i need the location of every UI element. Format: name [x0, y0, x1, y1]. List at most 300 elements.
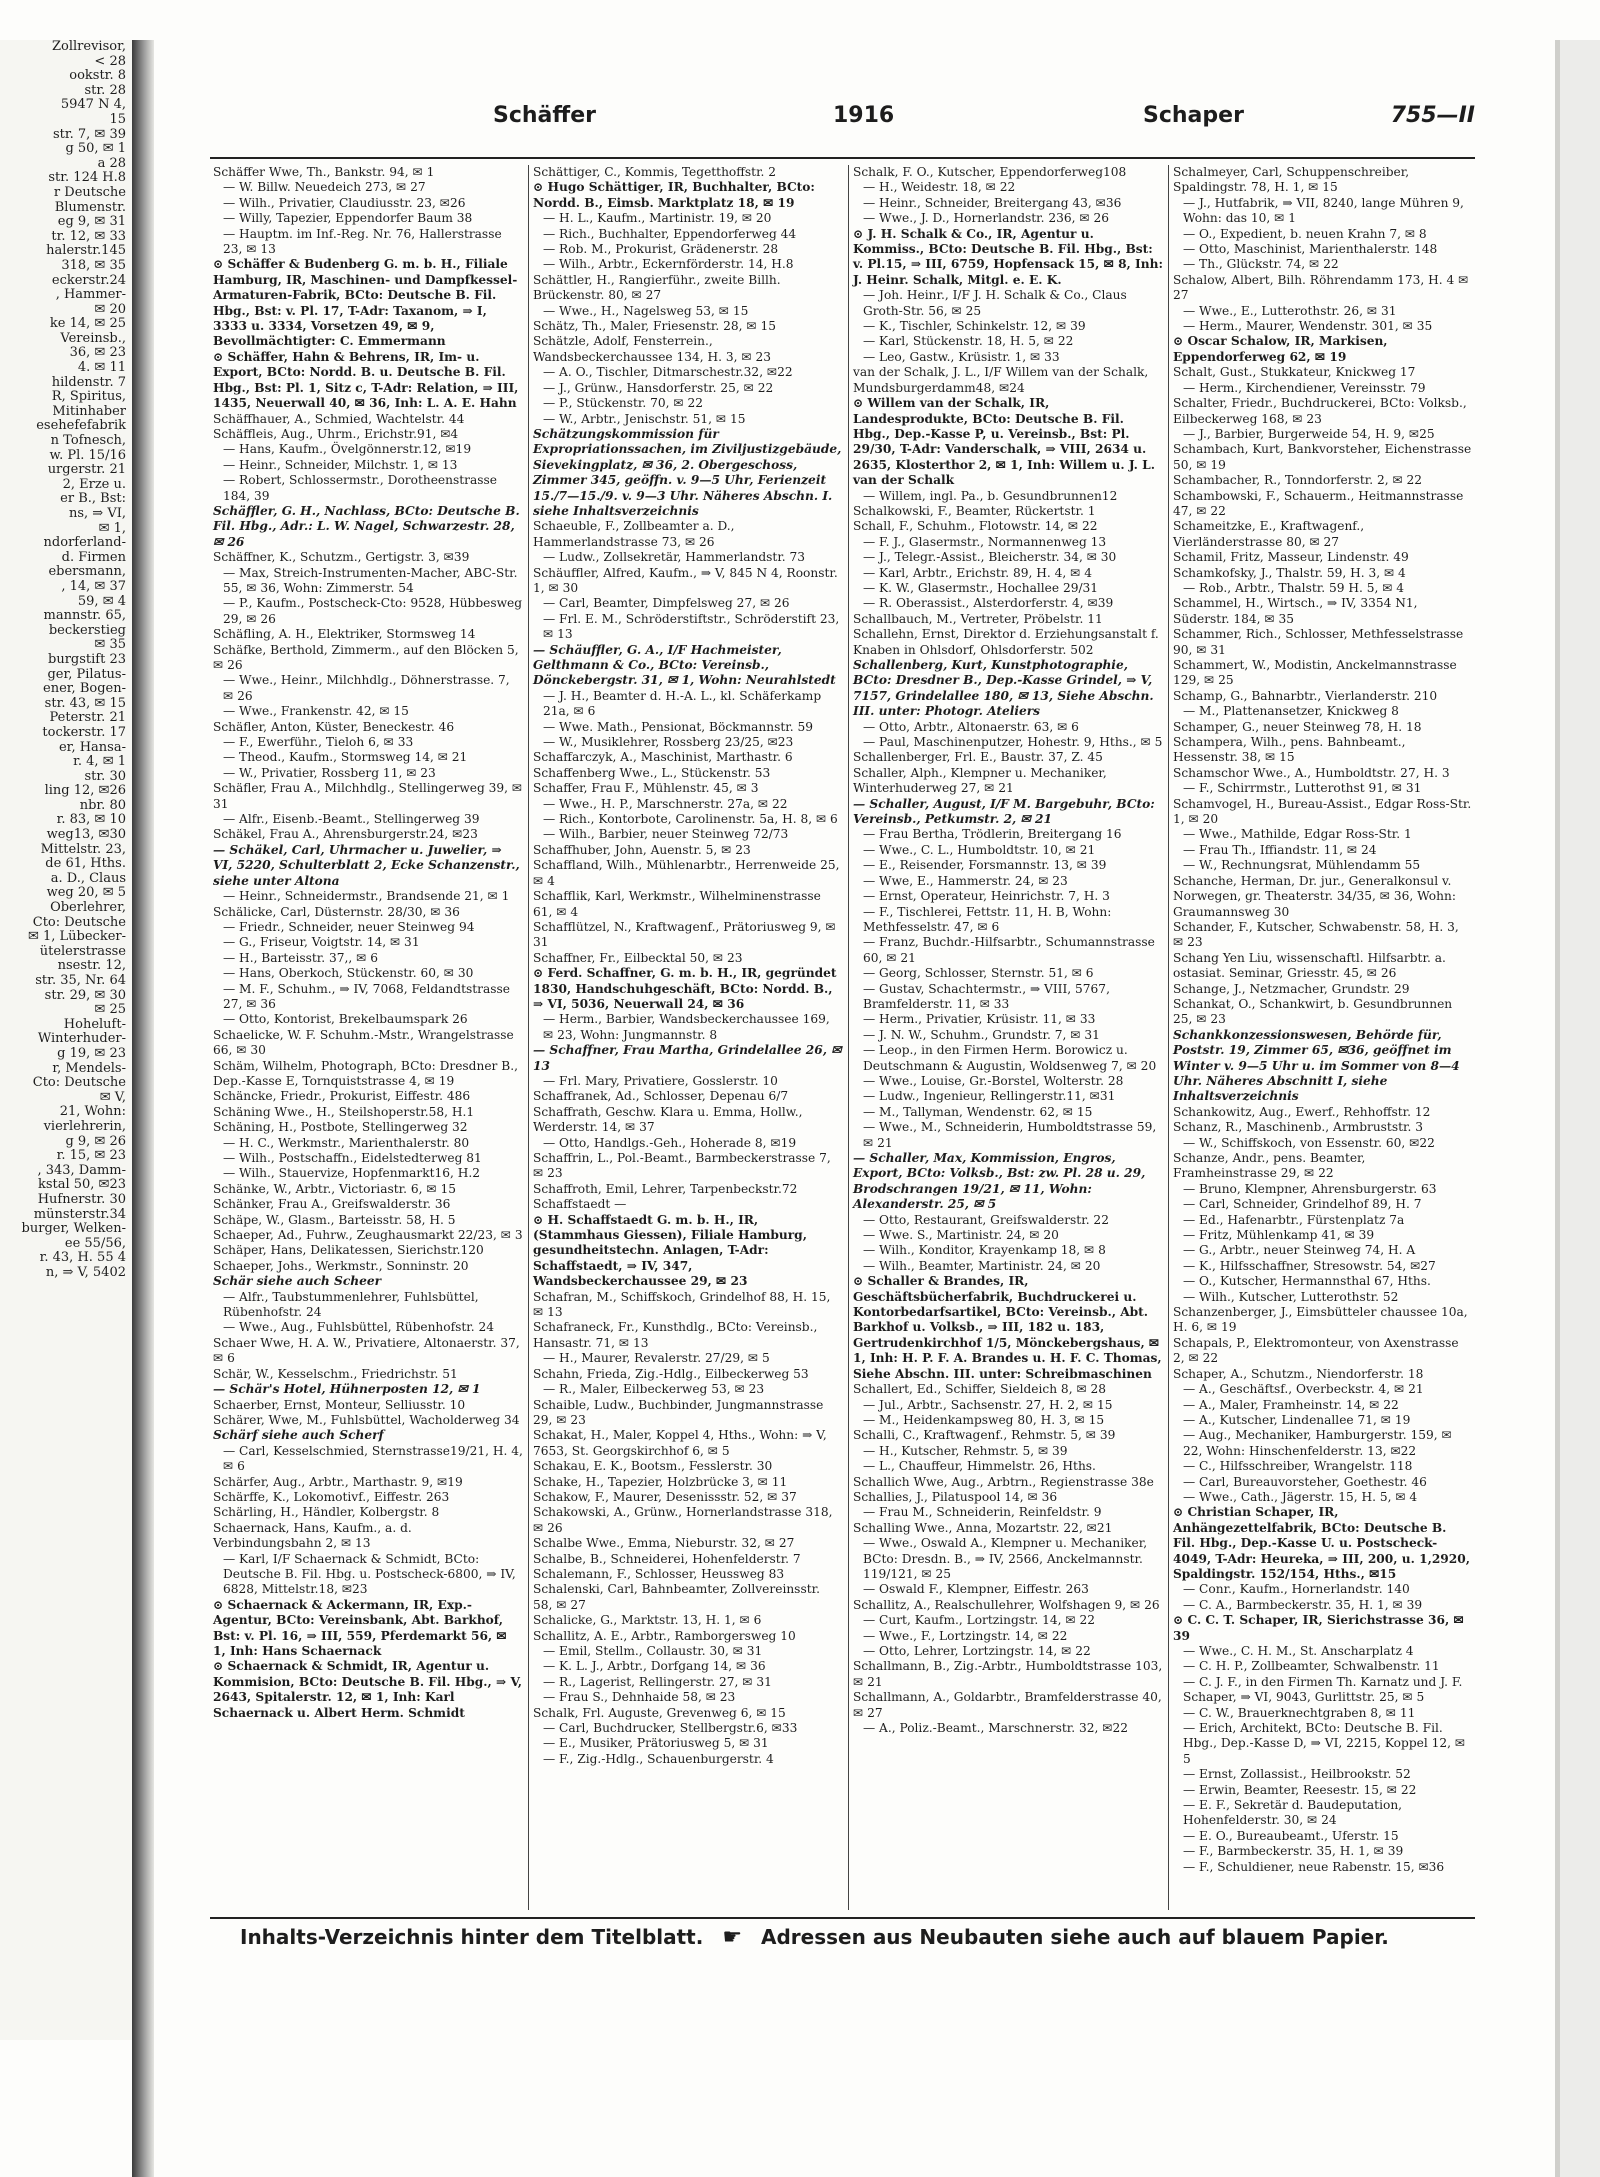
left-page-line: de 61, Hths.	[45, 856, 126, 872]
directory-entry: — F., Schuldiener, neue Rabenstr. 15, ✉36	[1183, 1859, 1445, 1874]
book-gutter	[132, 40, 154, 2177]
directory-entry: — Jul., Arbtr., Sachsenstr. 27, H. 2, ✉ 15	[863, 1397, 1113, 1412]
directory-entry: — Georg, Schlosser, Sternstr. 51, ✉ 6	[863, 966, 1094, 981]
directory-entry: Schallies, J., Pilatuspool 14, ✉ 36	[853, 1489, 1058, 1504]
left-page-line: 5947 N 4,	[60, 97, 126, 113]
left-page-line: tr. 12, ✉ 33	[51, 228, 126, 244]
directory-entry: Schätz, Th., Maler, Friesenstr. 28, ✉ 15	[533, 319, 776, 334]
directory-entry: Schallitz, A. E., Arbtr., Ramborgersweg 10	[533, 1628, 796, 1643]
directory-entry: Schanze, Andr., pens. Beamter, Framheinstrasse 29, ✉ 22	[1173, 1151, 1366, 1181]
directory-entry: Schallitz, A., Realschullehrer, Wolfshagen 9, ✉ 26	[853, 1597, 1160, 1612]
directory-entry: ⊙ Schaernack & Ackermann, IR, Exp.-Agentur, BCto: Vereinsbank, Abt. Barkhof, Bst: v. Pl. 16, ⇒ III, 559, Pferdemarkt 56, ✉ 1, Inh: Hans Schaernack	[213, 1597, 507, 1658]
left-page-line: Vereinsb.,	[60, 330, 126, 346]
directory-entry: — J., Telegr.-Assist., Bleicherstr. 34, ✉ 30	[863, 550, 1117, 565]
left-page-line: Winterhuder-	[37, 1031, 126, 1047]
directory-entry: Schalicke, G., Marktstr. 13, H. 1, ✉ 6	[533, 1613, 762, 1628]
directory-entry: Schäffner, K., Schutzm., Gertigstr. 3, ✉39	[213, 550, 470, 565]
directory-entry: — Herm., Privatier, Krüsistr. 11, ✉ 33	[863, 1012, 1096, 1027]
directory-entry: — M., Tallyman, Wendenstr. 62, ✉ 15	[863, 1104, 1093, 1119]
directory-entry: — J., Barbier, Burgerweide 54, H. 9, ✉25	[1183, 426, 1435, 441]
directory-entry: Schamschor Wwe., A., Humboldtstr. 27, H. 3	[1173, 765, 1450, 780]
directory-entry: — Curt, Kaufm., Lortzingstr. 14, ✉ 22	[863, 1613, 1095, 1628]
directory-entry: — A. O., Tischler, Ditmarschestr.32, ✉22	[543, 365, 793, 380]
left-page-line: w. Pl. 15/16	[49, 447, 126, 463]
directory-entry: Schamkofsky, J., Thalstr. 59, H. 3, ✉ 4	[1173, 565, 1406, 580]
directory-entry: — M. F., Schuhm., ⇒ IV, 7068, Feldandtstrasse 27, ✉ 36	[223, 981, 510, 1011]
directory-entry: Schankat, O., Schankwirt, b. Gesundbrunnen 25, ✉ 23	[1173, 996, 1453, 1027]
directory-entry: — Wwe. S., Martinistr. 24, ✉ 20	[863, 1228, 1059, 1243]
directory-entry: Schallehn, Ernst, Direktor d. Erziehungsanstalt f. Knaben in Ohlsdorf, Ohlsdorferstr. 502	[853, 627, 1159, 657]
directory-entry: — Carl, Bureauvorsteher, Goethestr. 46	[1183, 1474, 1427, 1489]
pointing-hand-icon: ☛	[722, 1925, 743, 1950]
left-page-line: Oberlehrer,	[50, 900, 126, 916]
directory-entry: Schalenski, Carl, Bahnbeamter, Zollvereinsstr. 58, ✉ 27	[533, 1582, 820, 1612]
page-header	[210, 103, 1475, 139]
directory-entry: Schamper, G., neuer Steinweg 78, H. 18	[1173, 719, 1422, 734]
left-page-line: g 9, ✉ 26	[65, 1133, 126, 1149]
header-year: 1916	[833, 103, 895, 128]
directory-entry: — W., Schiffskoch, von Essenstr. 60, ✉22	[1183, 1135, 1435, 1150]
left-page-line: r. 4, ✉ 1	[73, 754, 126, 770]
left-page-line: ener, Bogen-	[43, 681, 126, 697]
left-page-line: a 28	[97, 155, 126, 171]
left-page-line: ✉ 20	[94, 301, 126, 317]
directory-entry: Schättiger, C., Kommis, Tegetthoffstr. 2	[533, 165, 777, 179]
directory-entry: — C. W., Brauerknechtgraben 8, ✉ 11	[1183, 1705, 1416, 1720]
directory-entry: Schärffe, K., Lokomotivf., Eiffestr. 263	[213, 1489, 450, 1504]
left-page-line: r. 43, H. 55 4	[39, 1250, 126, 1266]
directory-entry: Schätzle, Adolf, Fensterrein., Wandsbeckerchaussee 134, H. 3, ✉ 23	[533, 334, 771, 364]
directory-entry: — Wilh., Barbier, neuer Steinweg 72/73	[543, 827, 789, 842]
left-page-line: beckerstieg	[48, 622, 126, 638]
directory-entry: Schalk, F. O., Kutscher, Eppendorferweg108	[853, 165, 1127, 179]
directory-entry: — Herm., Maurer, Wendenstr. 301, ✉ 35	[1183, 319, 1433, 334]
directory-entry: ⊙ Schäffer & Budenberg G. m. b. H., Filiale Hamburg, IR, Maschinen- und Dampfkessel-Armaturen-Fabrik, BCto: Deutsche B. Fil. Hbg., Bst: v. Pl. 17, T-Adr: Taxanom, ⇒ I, 3333 u. 3334, Vorsetzen 49, ✉ 9, Bevollmächtigter: C. Emmermann	[213, 257, 518, 349]
directory-entry: Schäffleis, Aug., Uhrm., Erichstr.91, ✉4	[213, 426, 459, 441]
left-page-line: eg 9, ✉ 31	[57, 214, 126, 230]
page-footer	[240, 1925, 1389, 1950]
directory-entry: — Franz, Buchdr.-Hilfsarbtr., Schumannstrasse 60, ✉ 21	[863, 935, 1155, 965]
directory-entry: Schäpe, W., Glasm., Barteisstr. 58, H. 5	[213, 1212, 456, 1227]
directory-entry: — Frl. E. M., Schröderstiftstr., Schröderstift 23, ✉ 13	[543, 611, 840, 642]
left-page-line: Peterstr. 21	[49, 710, 126, 726]
left-page-line: ookstr. 8	[69, 68, 126, 84]
header-right-keyword: Schaper	[1143, 103, 1244, 128]
directory-entry: — Schär's Hotel, Hühnerposten 12, ✉ 1	[213, 1382, 481, 1397]
left-page-line: ✉ 35	[94, 637, 126, 653]
directory-entry: Schaffrath, Geschw. Klara u. Emma, Hollw., Werderstr. 14, ✉ 37	[533, 1104, 803, 1135]
directory-entry: — R., Maler, Eilbeckerweg 53, ✉ 23	[543, 1382, 765, 1397]
directory-entry: Schammer, Rich., Schlosser, Methfesselstrasse 90, ✉ 31	[1173, 627, 1464, 657]
directory-entry: — F., Zig.-Hdlg., Schauenburgerstr. 4	[543, 1751, 774, 1766]
directory-entry: — Schäuffler, G. A., I/F Hachmeister, Gelthmann & Co., BCto: Vereinsb., Dönckebergstr. 31, ✉ 1, Wohn: Neurahlstedt	[533, 642, 836, 688]
directory-entry: Schalmeyer, Carl, Schuppenschreiber, Spaldingstr. 78, H. 1, ✉ 15	[1173, 165, 1410, 195]
directory-entry: — Willy, Tapezier, Eppendorfer Baum 38	[223, 211, 473, 226]
directory-entry: — M., Heidenkampsweg 80, H. 3, ✉ 15	[863, 1412, 1105, 1427]
directory-entry: Schakat, H., Maler, Koppel 4, Hths., Wohn: ⇒ V, 7653, St. Georgskirchhof 6, ✉ 5	[533, 1428, 827, 1458]
directory-entry: — K., Tischler, Schinkelstr. 12, ✉ 39	[863, 319, 1086, 334]
directory-entry: — J., Grünw., Hansdorferstr. 25, ✉ 22	[543, 380, 774, 395]
directory-entry: ⊙ Willem van der Schalk, IR, Landesprodukte, BCto: Deutsche B. Fil. Hbg., Dep.-Kasse P, u. Vereinsb., Bst: Pl. 29/30, T-Adr: Vanderschalk, ⇒ VIII, 2634 u. 2635, Klosterthor 2, ✉ 1, Inh: Willem u. J. L. van der Schalk	[853, 396, 1155, 488]
directory-entry: Schang Yen Liu, wissenschaftl. Hilfsarbtr. a. ostasiat. Seminar, Griesstr. 45, ✉ 26	[1173, 950, 1446, 981]
directory-entry: Schärling, H., Händler, Kolbergstr. 8	[213, 1505, 440, 1520]
directory-entry: — Schäkel, Carl, Uhrmacher u. Juwelier, ⇒ VI, 5220, Schulterblatt 2, Ecke Schanzenstr., siehe unter Altona	[213, 842, 520, 888]
directory-entry: Schaper, A., Schutzm., Niendorferstr. 18	[1173, 1366, 1424, 1381]
left-page-line: nsestr. 12,	[57, 958, 126, 974]
left-page-line: vierlehrerin,	[43, 1118, 126, 1134]
directory-entry: — Schaller, August, I/F M. Bargebuhr, BCto: Vereinsb., Petkumstr. 2, ✉ 21	[853, 796, 1155, 827]
directory-entry: Schaeper, Ad., Fuhrw., Zeughausmarkt 22/23, ✉ 3	[213, 1228, 523, 1243]
left-page-line: ndorferland-	[43, 535, 126, 551]
directory-entry: Schamp, G., Bahnarbtr., Vierlanderstr. 210	[1173, 688, 1438, 703]
left-page-line: tockerstr. 17	[42, 724, 126, 740]
left-page-line: halerstr.145	[46, 243, 126, 259]
directory-entry: — F., Barmbeckerstr. 35, H. 1, ✉ 39	[1183, 1844, 1404, 1859]
directory-entry: Schambacher, R., Tonndorferstr. 2, ✉ 22	[1173, 473, 1423, 488]
directory-entry: — Wwe., H. P., Marschnerstr. 27a, ✉ 22	[543, 796, 788, 811]
directory-entry: — F., Schirrmstr., Lutterothst 91, ✉ 31	[1183, 781, 1422, 796]
directory-entry: Schammert, W., Modistin, Anckelmannstrasse 129, ✉ 25	[1173, 658, 1457, 688]
left-page-line: g 19, ✉ 23	[57, 1045, 126, 1061]
directory-entry: ⊙ Schäffer, Hahn & Behrens, IR, Im- u. Export, BCto: Nordd. B. u. Deutsche B. Fil. Hbg., Bst: Pl. 1, Sitz c, T-Adr: Relation, ⇒ III, 1435, Neuerwall 40, ✉ 36, Inh: L. A. E. Hahn	[213, 349, 519, 411]
directory-entry: — Ludw., Zollsekretär, Hammerlandstr. 73	[543, 550, 806, 565]
directory-entry: ⊙ H. Schaffstaedt G. m. b. H., IR, (Stammhaus Giessen), Filiale Hamburg, gesundheitstechn. Anlagen, T-Adr: Schaffstaedt, ⇒ IV, 347, Wandsbeckerchaussee 29, ✉ 23	[533, 1212, 807, 1289]
directory-entry: — Wwe, E., Hammerstr. 24, ✉ 23	[863, 873, 1068, 888]
directory-entry: — Rob., Arbtr., Thalstr. 59 H. 5, ✉ 4	[1183, 580, 1405, 595]
directory-entry: — Schaller, Max, Kommission, Engros, Export, BCto: Volksb., Bst: zw. Pl. 28 u. 29, Brodschrangen 19/21, ✉ 11, Wohn: Alexanderstr. 25, ✉ 5	[853, 1151, 1146, 1212]
directory-entry: Schallert, Ed., Schiffer, Sieldeich 8, ✉ 28	[853, 1382, 1107, 1397]
directory-entry: — W. Billw. Neuedeich 273, ✉ 27	[223, 180, 426, 195]
left-page-line: nbr. 80	[79, 797, 126, 813]
directory-entry: — Karl, Stückenstr. 18, H. 5, ✉ 22	[863, 334, 1074, 349]
footer-index-note: Inhalts-Verzeichnis hinter dem Titelblatt.	[240, 1925, 704, 1949]
directory-entry: Schalling Wwe., Anna, Mozartstr. 22, ✉21	[853, 1520, 1113, 1535]
directory-entry: — J. H., Beamter d. H.-A. L., kl. Schäferkamp 21a, ✉ 6	[543, 688, 822, 719]
directory-entry: — Emil, Stellm., Collaustr. 30, ✉ 31	[543, 1644, 763, 1658]
directory-entry: — Ernst, Operateur, Heinrichstr. 7, H. 3	[863, 889, 1110, 904]
left-page-line: kstal 50, ✉23	[37, 1177, 126, 1193]
directory-entry: Schambach, Kurt, Bankvorsteher, Eichenstrasse 50, ✉ 19	[1173, 442, 1472, 472]
directory-entry: — Carl, Kesselschmied, Sternstrasse19/21, H. 4, ✉ 6	[223, 1443, 523, 1474]
directory-entry: Schaffarczyk, A., Maschinist, Marthastr. 6	[533, 750, 793, 765]
directory-entry: — Schaffner, Frau Martha, Grindelallee 26, ✉ 13	[533, 1043, 842, 1073]
directory-entry: — Leop., in den Firmen Herm. Borowicz u. Deutschmann & Augustin, Woldsenweg 7, ✉ 20	[863, 1043, 1157, 1073]
left-page-line: eckerstr.24	[51, 272, 126, 288]
directory-entry: — H., Maurer, Revalerstr. 27/29, ✉ 5	[543, 1351, 770, 1366]
directory-entry: Schake, H., Tapezier, Holzbrücke 3, ✉ 11	[533, 1474, 788, 1489]
directory-entry: Schaffranek, Ad., Schlosser, Depenau 6/7	[533, 1089, 789, 1104]
column-4	[1170, 165, 1475, 1910]
directory-entry: — Wwe., Louise, Gr.-Borstel, Wolterstr. 28	[863, 1073, 1124, 1088]
left-page-line: 15	[109, 111, 126, 127]
directory-entry: — Wwe., Heinr., Milchhdlg., Döhnerstrasse. 7, ✉ 26	[223, 673, 510, 703]
directory-entry: — Hans, Kaufm., Övelgönnerstr.12, ✉19	[223, 442, 472, 457]
directory-entry: — W., Rechnungsrat, Mühlendamm 55	[1183, 858, 1421, 873]
directory-entry: — Wwe., H., Nagelsweg 53, ✉ 15	[543, 303, 749, 318]
directory-entry: — Oswald F., Klempner, Eiffestr. 263	[863, 1582, 1089, 1597]
directory-entry: Schäm, Wilhelm, Photograph, BCto: Dresdner B., Dep.-Kasse E, Tornquiststrasse 4, ✉ 19	[213, 1058, 518, 1088]
directory-entry: — L., Chauffeur, Himmelstr. 26, Hths.	[863, 1459, 1096, 1474]
left-page-line: , Hammer-	[55, 287, 126, 303]
directory-entry: ⊙ Schaernack & Schmidt, IR, Agentur u. Kommision, BCto: Deutsche B. Fil. Hbg., ⇒ V, 2643, Spitalerstr. 12, ✉ 1, Inh: Karl Schaernack u. Albert Herm. Schmidt	[213, 1659, 523, 1720]
directory-entry: Schalter, Friedr., Buchdruckerei, BCto: Volksb., Eilbeckerweg 168, ✉ 23	[1173, 396, 1467, 426]
directory-entry: Schameitzke, E., Kraftwagenf., Vierländerstrasse 80, ✉ 27	[1173, 519, 1365, 549]
directory-entry: Schafraneck, Fr., Kunsthdlg., BCto: Vereinsb., Hansastr. 71, ✉ 13	[533, 1320, 818, 1350]
directory-entry: — Bruno, Klempner, Ahrensburgerstr. 63	[1183, 1181, 1437, 1196]
directory-entry: Schalemann, F., Schlosser, Heussweg 83	[533, 1566, 785, 1581]
directory-entry: Schafflik, Karl, Werkmstr., Wilhelminenstrasse 61, ✉ 4	[533, 889, 821, 919]
directory-entry: Schallenberger, Frl. E., Baustr. 37, Z. 45	[853, 750, 1103, 765]
left-page-line: r. 83, ✉ 10	[56, 812, 126, 828]
directory-entry: Schallich Wwe, Aug., Arbtrn., Regienstrasse 38e	[853, 1474, 1154, 1489]
directory-entry: Schäper, Hans, Delikatessen, Sierichstr.120	[213, 1243, 484, 1258]
directory-entry: Schakow, F., Maurer, Desenissstr. 52, ✉ 37	[533, 1489, 797, 1504]
directory-entry: — F., Ewerführ., Tieloh 6, ✉ 33	[223, 735, 414, 750]
column-1	[210, 165, 526, 1910]
directory-entry: — Karl, Arbtr., Erichstr. 89, H. 4, ✉ 4	[863, 565, 1092, 580]
directory-entry: — G., Friseur, Voigtstr. 14, ✉ 31	[223, 935, 420, 950]
left-page-line: ke 14, ✉ 25	[49, 316, 126, 332]
left-page-line: r. 15, ✉ 23	[56, 1148, 126, 1164]
left-page-line: n, ⇒ V, 5402	[45, 1264, 126, 1280]
directory-entry: Schafran, M., Schiffskoch, Grindelhof 88, H. 15, ✉ 13	[533, 1289, 831, 1320]
directory-entry: — K., Hilfsschaffner, Stresowstr. 54, ✉27	[1183, 1258, 1436, 1273]
directory-entry: — C. J. F., in den Firmen Th. Karnatz und J. F. Schaper, ⇒ VI, 9043, Gurlittstr. 25, ✉ 5	[1183, 1674, 1463, 1705]
left-page-line: Zollrevisor,	[51, 40, 126, 54]
left-page-line: str. 7, ✉ 39	[52, 126, 126, 142]
left-page-line: 318, ✉ 35	[61, 257, 126, 273]
directory-entry: Schänker, Frau A., Greifswalderstr. 36	[213, 1197, 451, 1212]
directory-entry: Schäning Wwe., H., Steilshoperstr.58, H.1	[213, 1104, 475, 1119]
directory-entry: — Rich., Buchhalter, Eppendorferweg 44	[543, 226, 797, 241]
directory-entry: — C., Hilfsschreiber, Wrangelstr. 118	[1183, 1459, 1413, 1474]
directory-entry: — W., Musiklehrer, Rossberg 23/25, ✉23	[543, 735, 794, 750]
directory-entry: — Wwe., Cath., Jägerstr. 15, H. 5, ✉ 4	[1183, 1489, 1418, 1504]
left-page-line: er, Hansa-	[58, 739, 126, 755]
directory-entry: — Frau Bertha, Trödlerin, Breitergang 16	[863, 827, 1122, 842]
directory-entry: Schalbe Wwe., Emma, Nieburstr. 32, ✉ 27	[533, 1536, 795, 1551]
directory-entry: — Th., Glückstr. 74, ✉ 22	[1183, 257, 1339, 272]
page-number: 755—II	[1390, 103, 1475, 128]
directory-entry: — Robert, Schlossermstr., Dorotheenstrasse 184, 39	[223, 473, 497, 503]
directory-entry: — Hauptm. im Inf.-Reg. Nr. 76, Hallerstrasse 23, ✉ 13	[223, 226, 502, 257]
directory-entry: — Frau S., Dehnhaide 58, ✉ 23	[543, 1690, 736, 1705]
left-page-line: Blumenstr.	[54, 199, 126, 215]
directory-entry: Schäncke, Friedr., Prokurist, Eiffestr. 486	[213, 1089, 471, 1104]
directory-entry: — Heinr., Schneidermstr., Brandsende 21, ✉ 1	[223, 889, 510, 904]
directory-entry: — Aug., Mechaniker, Hamburgerstr. 159, ✉ 22, Wohn: Hinschenfelderstr. 13, ✉22	[1183, 1428, 1452, 1458]
directory-entry: Schallmann, A., Goldarbtr., Bramfelderstrasse 40, ✉ 27	[853, 1690, 1162, 1720]
directory-entry: — Willem, ingl. Pa., b. Gesundbrunnen12	[863, 488, 1118, 503]
left-page-line: str. 35, Nr. 64	[35, 973, 126, 988]
directory-entry: — Erich, Architekt, BCto: Deutsche B. Fil. Hbg., Dep.-Kasse D, ⇒ VI, 2215, Koppel 12, ✉ 5	[1183, 1721, 1466, 1766]
directory-entry: Schaffrin, L., Pol.-Beamt., Barmbeckerstrasse 7, ✉ 23	[533, 1151, 831, 1181]
directory-entry: Schallenberg, Kurt, Kunstphotographie, BCto: Dresdner B., Dep.-Kasse Grindel, ⇒ V, 7157, Grindelallee 180, ✉ 13, Siehe Abschn. III. unter: Photogr. Ateliers	[853, 658, 1154, 719]
directory-entry: Schanz, R., Maschinenb., Armbruststr. 3	[1173, 1120, 1423, 1135]
left-page-line: str. 29, ✉ 30	[44, 987, 126, 1003]
directory-entry: — Leo, Gastw., Krüsistr. 1, ✉ 33	[863, 349, 1060, 364]
directory-entry: — Alfr., Eisenb.-Beamt., Stellingerweg 39	[223, 812, 480, 827]
directory-entry: Schaffroth, Emil, Lehrer, Tarpenbeckstr.72	[533, 1181, 798, 1196]
left-page-line: burger, Welken-	[21, 1221, 126, 1237]
directory-entry: Schäffler, G. H., Nachlass, BCto: Deutsche B. Fil. Hbg., Adr.: L. W. Nagel, Schwarzestr. 28, ✉ 26	[213, 503, 520, 549]
directory-entry: — Wilh., Arbtr., Eckernförderstr. 14, H.8	[543, 257, 794, 272]
left-page-line: Mittelstr. 23,	[40, 841, 126, 857]
left-page-line: er B., Bst:	[60, 491, 126, 507]
directory-entry: Schäuffler, Alfred, Kaufm., ⇒ V, 845 N 4, Roonstr. 1, ✉ 30	[533, 565, 838, 595]
directory-entry: Schäkel, Frau A., Ahrensburgerstr.24, ✉23	[213, 827, 478, 842]
directory-entry: — Wwe., Aug., Fuhlsbüttel, Rübenhofstr. 24	[223, 1320, 495, 1335]
directory-entry: — Wilh., Beamter, Martinistr. 24, ✉ 20	[863, 1258, 1101, 1273]
directory-entry: — A., Poliz.-Beamt., Marschnerstr. 32, ✉22	[863, 1721, 1128, 1736]
directory-entry: — Rob. M., Prokurist, Grädenerstr. 28	[543, 242, 779, 257]
directory-entry: Schafflützel, N., Kraftwagenf., Prätoriusweg 9, ✉ 31	[533, 919, 836, 950]
column-2	[530, 165, 846, 1910]
directory-entry: — Carl, Buchdrucker, Stellbergstr.6, ✉33	[543, 1721, 798, 1736]
directory-entry: — Otto, Arbtr., Altonaerstr. 63, ✉ 6	[863, 719, 1079, 734]
left-page-line: ütelerstrasse	[39, 943, 126, 959]
left-page-line: ger, Pilatus-	[47, 666, 126, 682]
directory-entry: — H. L., Kaufm., Martinistr. 19, ✉ 20	[543, 211, 772, 226]
directory-entry: — W., Privatier, Rossberg 11, ✉ 23	[223, 765, 436, 780]
directory-entry: — Wwe., M., Schneiderin, Humboldtstrasse 59, ✉ 21	[863, 1120, 1157, 1150]
directory-page	[210, 95, 1475, 1990]
left-page-line: 2, Erze u.	[62, 476, 126, 492]
left-page-line: < 28	[94, 53, 126, 69]
directory-entry: — Heinr., Schneider, Breitergang 43, ✉36	[863, 195, 1122, 210]
directory-entry: Schättler, H., Rangierführ., zweite Billh. Brückenstr. 80, ✉ 27	[533, 272, 781, 303]
directory-entry: Schäning, H., Postbote, Stellingerweg 32	[213, 1120, 468, 1135]
directory-entry: ⊙ Oscar Schalow, IR, Markisen, Eppendorferweg 62, ✉ 19	[1173, 334, 1388, 364]
directory-entry: — Frl. Mary, Privatiere, Gosslerstr. 10	[543, 1073, 778, 1088]
directory-entry: Schankowitz, Aug., Ewerf., Rehhoffstr. 12	[1173, 1104, 1431, 1119]
directory-entry: Schaelicke, W. F. Schuhm.-Mstr., Wrangelstrasse 66, ✉ 30	[213, 1027, 514, 1058]
header-rule	[210, 157, 1475, 159]
directory-entry: — Ed., Hafenarbtr., Fürstenplatz 7a	[1183, 1212, 1405, 1227]
directory-entry: Schaffner, Fr., Eilbecktal 50, ✉ 23	[533, 950, 743, 965]
left-page-line: R, Spiritus,	[51, 389, 126, 405]
left-page-line: weg13, ✉30	[46, 827, 126, 843]
directory-entry: Schäffer Wwe, Th., Bankstr. 94, ✉ 1	[213, 165, 435, 179]
directory-entry: — H., Barteisstr. 37,, ✉ 6	[223, 950, 378, 965]
directory-entry: Schamvogel, H., Bureau-Assist., Edgar Ross-Str. 1, ✉ 20	[1173, 796, 1472, 827]
directory-entry: — H. C., Werkmstr., Marienthalerstr. 80	[223, 1135, 470, 1150]
left-page-line: , 14, ✉ 37	[61, 578, 126, 594]
directory-entry: — E. O., Bureaubeamt., Uferstr. 15	[1183, 1828, 1399, 1843]
left-page-line: Mitinhaber	[52, 403, 126, 419]
left-page-line: d. Firmen	[61, 549, 126, 565]
directory-entry: ⊙ C. C. T. Schaper, IR, Sierichstrasse 36, ✉ 39	[1173, 1613, 1464, 1643]
left-page-line: 36, ✉ 23	[69, 345, 126, 361]
left-page-line: Hufnerstr. 30	[37, 1191, 126, 1207]
directory-entry: Schälicke, Carl, Düsternstr. 28/30, ✉ 36	[213, 904, 460, 919]
directory-entry: — J. N. W., Schuhm., Grundstr. 7, ✉ 31	[863, 1027, 1100, 1042]
directory-entry: — Theod., Kaufm., Stormsweg 14, ✉ 21	[223, 750, 468, 765]
directory-entry: Schaible, Ludw., Buchbinder, Jungmannstrasse 29, ✉ 23	[533, 1397, 824, 1427]
directory-entry: Schär siehe auch Scheer	[213, 1274, 382, 1289]
directory-entry: — Otto, Restaurant, Greifswalderstr. 22	[863, 1212, 1109, 1227]
directory-entry: Schaffenberg Wwe., L., Stückenstr. 53	[533, 765, 771, 780]
directory-entry: — E., Reisender, Forsmannstr. 13, ✉ 39	[863, 858, 1107, 873]
directory-entry: — Wwe., C. H. M., St. Anscharplatz 4	[1183, 1644, 1414, 1658]
left-page-line: r Deutsche	[53, 184, 126, 200]
directory-entry: — Conr., Kaufm., Hornerlandstr. 140	[1183, 1582, 1410, 1597]
directory-entry: ⊙ Ferd. Schaffner, G. m. b. H., IR, gegründet 1830, Handschuhgeschäft, BCto: Nordd. B., ⇒ VI, 5036, Neuerwall 24, ✉ 36	[533, 966, 837, 1011]
directory-entry: Schänke, W., Arbtr., Victoriastr. 6, ✉ 15	[213, 1181, 456, 1196]
directory-entry: — W., Arbtr., Jenischstr. 51, ✉ 15	[543, 411, 746, 426]
directory-entry: — Wwe. Math., Pensionat, Böckmannstr. 59	[543, 719, 813, 734]
directory-entry: ⊙ J. H. Schalk & Co., IR, Agentur u. Kommiss., BCto: Deutsche B. Fil. Hbg., Bst: v. Pl.15, ⇒ III, 6759, Hopfensack 15, ✉ 8, Inh: J. Heinr. Schalk, Mitgl. e. E. K.	[853, 226, 1163, 287]
directory-entry: Schaer Wwe, H. A. W., Privatiere, Altonaerstr. 37, ✉ 6	[213, 1335, 520, 1366]
directory-entry: Schankkonzessionswesen, Behörde für, Poststr. 19, Zimmer 65, ✉36, geöffnet im Winter v. 9—5 Uhr u. im Sommer von 8—4 Uhr. Näheres Abschnitt I, siehe Inhaltsverzeichnis	[1173, 1027, 1460, 1104]
directory-entry: — Carl, Schneider, Grindelhof 89, H. 7	[1183, 1197, 1422, 1212]
left-page-line: burgstift 23	[48, 651, 126, 667]
directory-entry: Schakau, E. K., Bootsm., Fesslerstr. 30	[533, 1459, 773, 1474]
directory-entry: Schäfling, A. H., Elektriker, Stormsweg 14	[213, 627, 476, 642]
left-page-line: Hoheluft-	[63, 1016, 126, 1032]
directory-entry: — Fritz, Mühlenkamp 41, ✉ 39	[1183, 1228, 1375, 1243]
left-page-line: mannstr. 65,	[43, 608, 126, 624]
left-page-line: ✉ 1, Lübecker-	[27, 929, 126, 945]
directory-entry: — Carl, Beamter, Dimpfelsweg 27, ✉ 26	[543, 596, 790, 611]
directory-entry: — Wilh., Konditor, Krayenkamp 18, ✉ 8	[863, 1243, 1106, 1258]
left-page-line: r, Mendels-	[52, 1060, 126, 1076]
column-divider	[1168, 165, 1169, 1910]
directory-entry: Schanche, Herman, Dr. jur., Generalkonsul v. Norwegen, gr. Theaterstr. 34/35, ✉ 36, Wohn: Graumannsweg 30	[1173, 873, 1456, 919]
directory-entry: Schäfler, Frau A., Milchhdlg., Stellingerweg 39, ✉ 31	[213, 781, 523, 811]
directory-entry: Schaeper, Johs., Werkmstr., Sonninstr. 20	[213, 1258, 469, 1273]
left-page-line: 4. ✉ 11	[77, 360, 126, 376]
directory-entry: Schär, W., Kesselschm., Friedrichstr. 51	[213, 1366, 458, 1381]
directory-entry: Schärer, Wwe, M., Fuhlsbüttel, Wacholderweg 34	[213, 1412, 520, 1427]
directory-entry: — Heinr., Schneider, Milchstr. 1, ✉ 13	[223, 457, 458, 472]
directory-entry: — Wwe., E., Lutterothstr. 26, ✉ 31	[1183, 303, 1397, 318]
left-page-line: Cto: Deutsche	[32, 1075, 126, 1091]
directory-entry: — Wilh., Privatier, Claudiusstr. 23, ✉26	[223, 195, 466, 210]
footer-rule	[210, 1917, 1475, 1919]
directory-entry: — O., Kutscher, Hermannsthal 67, Hths.	[1183, 1274, 1431, 1289]
directory-entry: — Rich., Kontorbote, Carolinenstr. 5a, H. 8, ✉ 6	[543, 812, 838, 827]
directory-entry: — Erwin, Beamter, Reesestr. 15, ✉ 22	[1183, 1782, 1417, 1797]
directory-entry: — K. L. J., Arbtr., Dorfgang 14, ✉ 36	[543, 1659, 766, 1674]
directory-entry: — Ernst, Zollassist., Heilbrookstr. 52	[1183, 1767, 1411, 1782]
left-page-line: urgerstr. 21	[47, 462, 126, 478]
left-page-line: str. 43, ✉ 15	[44, 695, 126, 711]
left-page-line: n Tofnesch,	[50, 433, 126, 449]
left-page-line: ling 12, ✉26	[44, 783, 126, 799]
directory-entry: — G., Arbtr., neuer Steinweg 74, H. A	[1183, 1243, 1416, 1258]
directory-entry: Schaffhuber, John, Auenstr. 5, ✉ 23	[533, 842, 751, 857]
directory-entry: — A., Kutscher, Lindenallee 71, ✉ 19	[1183, 1412, 1411, 1427]
directory-entry: Schäfke, Berthold, Zimmerm., auf den Blöcken 5, ✉ 26	[213, 642, 519, 672]
left-page-line: münsterstr.34	[33, 1206, 126, 1222]
directory-entry: ⊙ Schaller & Brandes, IR, Geschäftsbücherfabrik, Buchdruckerei u. Kontorbedarfsartikel, BCto: Vereinsb., Abt. Barkhof u. Volksb., ⇒ III, 182 u. 183, Gertrudenkirchhof 1/5, Mönckebergshaus, ✉ 1, Inh: H. P. F. A. Brandes u. H. F. C. Thomas, Siehe Abschn. III. unter: Schreibmaschinen	[853, 1274, 1162, 1381]
directory-entry: — F. J., Glasermstr., Normannenweg 13	[863, 534, 1107, 549]
directory-entry: — F., Tischlerei, Fettstr. 11, H. B, Wohn: Methfesselstr. 47, ✉ 6	[863, 904, 1112, 934]
footer-address-note: Adressen aus Neubauten siehe auch auf blauem Papier.	[761, 1925, 1389, 1949]
directory-entry: Schaller, Alph., Klempner u. Mechaniker, Winterhuderweg 27, ✉ 21	[853, 765, 1107, 796]
directory-entry: Schalbe, B., Schneiderei, Hohenfelderstr. 7	[533, 1551, 801, 1566]
directory-entry: — Wwe., Oswald A., Klempner u. Mechaniker, BCto: Dresdn. B., ⇒ IV, 2566, Anckelmannstr. 119/121, ✉ 25	[863, 1536, 1148, 1581]
directory-entry: — E., Musiker, Prätoriusweg 5, ✉ 31	[543, 1736, 769, 1751]
directory-entry: — Wwe., Mathilde, Edgar Ross-Str. 1	[1183, 827, 1412, 842]
directory-entry: Schampera, Wilh., pens. Bahnbeamt., Hessenstr. 38, ✉ 15	[1173, 735, 1406, 765]
directory-entry: — Herm., Kirchendiener, Vereinsstr. 79	[1183, 380, 1426, 395]
directory-entry: — Wilh., Stauervize, Hopfenmarkt16, H.2	[223, 1166, 480, 1181]
directory-entry: Schäffhauer, A., Schmied, Wachtelstr. 44	[213, 411, 465, 426]
directory-entry: van der Schalk, J. L., I/F Willem van der Schalk, Mundsburgerdamm48, ✉24	[853, 365, 1149, 395]
directory-entry: — Karl, I/F Schaernack & Schmidt, BCto: Deutsche B. Fil. Hbg. u. Postscheck-6800, ⇒ IV, 6828, Mittelstr.18, ✉23	[223, 1551, 516, 1597]
